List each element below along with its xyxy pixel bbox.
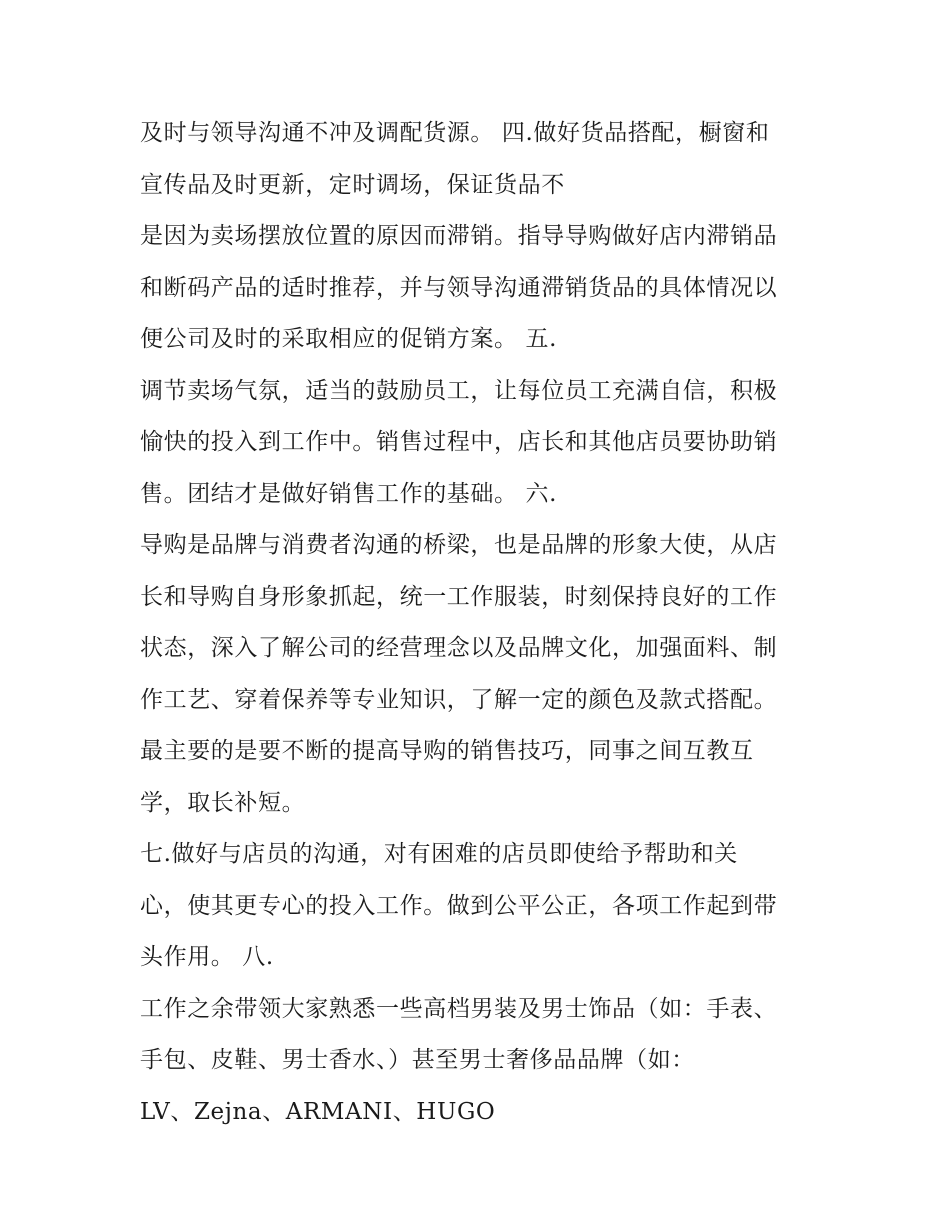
text-line-12: 作工艺、穿着保养等专业知识，了解一定的颜色及款式搭配。 [140, 686, 778, 713]
text-line-5: 便公司及时的采取相应的促销方案。 五. [140, 326, 558, 352]
text-line-11: 状态，深入了解公司的经营理念以及品牌文化，加强面料、制 [140, 635, 778, 661]
text-line-10: 长和导购自身形象抓起，统一工作服装，时刻保持良好的工作 [140, 583, 778, 610]
text-line-16: 心，使其更专心的投入工作。做到公平公正，各项工作起到带 [140, 892, 778, 919]
text-line-8: 售。团结才是做好销售工作的基础。 六. [140, 480, 558, 507]
text-line-2: 宣传品及时更新，定时调场，保证货品不 [140, 171, 565, 198]
text-line-19: 手包、皮鞋、男士香水、）甚至男士奢侈品品牌（如： [140, 1047, 695, 1073]
text-line-7: 愉快的投入到工作中。销售过程中，店长和其他店员要协助销 [140, 429, 778, 455]
text-line-1: 及时与领导沟通不冲及调配货源。 四.做好货品搭配，橱窗和 [140, 120, 770, 146]
text-line-9: 导购是品牌与消费者沟通的桥梁，也是品牌的形象大使，从店 [140, 532, 778, 558]
text-line-13: 最主要的是要不断的提高导购的销售技巧，同事之间互教互 [140, 738, 754, 764]
text-line-6: 调节卖场气氛，适当的鼓励员工，让每位员工充满自信，积极 [140, 377, 778, 404]
text-line-17: 头作用。 八. [140, 944, 274, 970]
text-line-3: 是因为卖场摆放位置的原因而滞销。指导导购做好店内滞销品 [140, 223, 778, 249]
text-line-4: 和断码产品的适时推荐，并与领导沟通滞销货品的具体情况以 [140, 274, 778, 301]
text-line-18: 工作之余带领大家熟悉一些高档男装及男士饰品（如：手表、 [140, 995, 778, 1022]
text-line-14: 学，取长补短。 [140, 789, 306, 816]
text-line-15: 七.做好与店员的沟通，对有困难的店员即使给予帮助和关 [140, 841, 738, 867]
text-line-20: LV、Zejna、ARMANI、HUGO [140, 1098, 496, 1125]
body-text [140, 108, 830, 1138]
